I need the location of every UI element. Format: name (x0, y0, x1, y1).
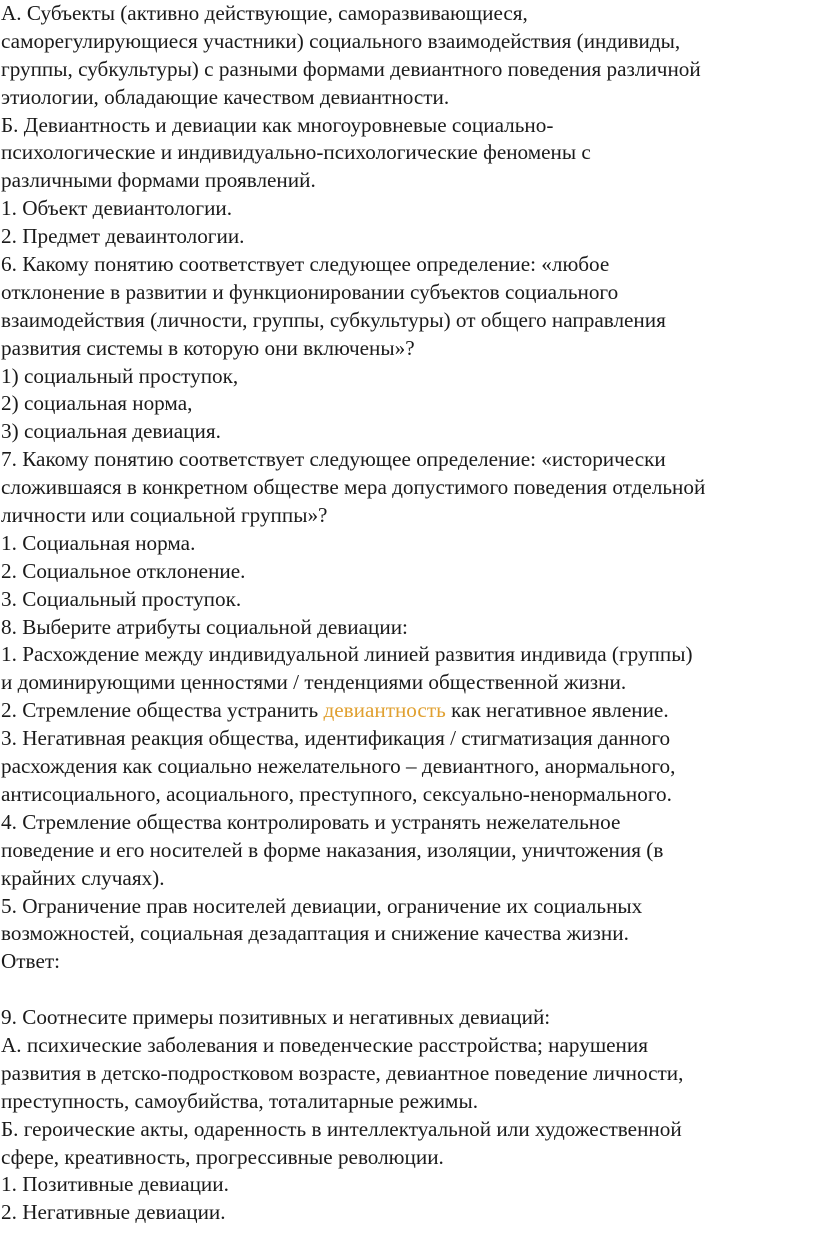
text-line: 2. Предмет деваинтологии. (1, 224, 245, 249)
blank-line (1, 976, 816, 1004)
answer-option: 2. Социальное отклонение. (1, 558, 246, 583)
text-line: развития в детско-подростковом возрасте, девиантное поведение личности, (1, 1060, 684, 1085)
question-8: 8. Выберите атрибуты социальной девиации: (1, 614, 408, 639)
text-line: возможностей, социальная дезадаптация и снижение качества жизни. (1, 921, 629, 946)
text-line: этиологии, обладающие качеством девиантности. (1, 84, 450, 109)
text-line: Б. героические акты, одаренность в интеллектуальной или художественной (1, 1116, 682, 1141)
text-line: антисоциального, асоциального, преступного, сексуально-ненормального. (1, 781, 672, 806)
answer-option: 3) социальная девиация. (1, 419, 221, 444)
answer-option: 1. Социальная норма. (1, 530, 196, 555)
answer-option: 1. Позитивные девиации. (1, 1172, 229, 1197)
answer-option: 2. Негативные девиации. (1, 1200, 226, 1225)
text-line: Б. Девиантность и девиации как многоуровневые социально- (1, 112, 554, 137)
text-line: психологические и индивидуально-психологические феномены с (1, 140, 591, 165)
text-line: расхождения как социально нежелательного – девиантного, анормального, (1, 754, 676, 779)
text-line: поведение и его носителей в форме наказания, изоляции, уничтожения (в (1, 837, 664, 862)
text-line: личности или социальной группы»? (1, 503, 328, 528)
text-line: А. психические заболевания и поведенческие расстройства; нарушения (1, 1032, 648, 1057)
text-line: преступность, самоубийства, тоталитарные режимы. (1, 1088, 478, 1113)
text-line: А. Субъекты (активно действующие, саморазвивающиеся, (1, 1, 528, 25)
link-suffix: как негативное явление. (445, 698, 669, 723)
text-line: 3. Негативная реакция общества, идентификация / стигматизация данного (1, 726, 671, 751)
question-6: 6. Какому понятию соответствует следующее определение: «любое (1, 252, 610, 277)
question-7: 7. Какому понятию соответствует следующее определение: «исторически (1, 447, 666, 472)
answer-option: 1) социальный проступок, (1, 363, 239, 388)
text-line: 1. Расхождение между индивидуальной линией развития индивида (группы) (1, 642, 693, 667)
text-line: отклонение в развитии и функционировании субъектов социального (1, 279, 619, 304)
text-line: развития системы в которую они включены»? (1, 335, 415, 360)
text-line: различными формами проявлений. (1, 168, 316, 193)
deviance-link[interactable]: девиантность (323, 698, 446, 723)
text-line: саморегулирующиеся участники) социального взаимодействия (индивиды, (1, 28, 681, 53)
text-line: группы, субкультуры) с разными формами девиантного поведения различной (1, 56, 701, 81)
text-line-with-link (1, 697, 816, 725)
answer-option: 3. Социальный проступок. (1, 586, 242, 611)
answer-label: Ответ: (1, 949, 60, 974)
answer-option: 2) социальная норма, (1, 391, 193, 416)
text-line: взаимодействия (личности, группы, субкультуры) от общего направления (1, 307, 666, 332)
link-prefix: 2. Стремление общества устранить (1, 698, 324, 723)
text-line: крайних случаях). (1, 865, 165, 890)
text-line: 4. Стремление общества контролировать и устранять нежелательное (1, 809, 621, 834)
text-line: сложившаяся в конкретном обществе мера допустимого поведения отдельной (1, 475, 706, 500)
text-line: сфере, креативность, прогрессивные революции. (1, 1144, 444, 1169)
text-line: 1. Объект девиантологии. (1, 196, 233, 221)
question-9: 9. Соотнесите примеры позитивных и негативных девиаций: (1, 1005, 551, 1030)
text-line: и доминирующими ценностями / тенденциями общественной жизни. (1, 670, 627, 695)
text-line: 5. Ограничение прав носителей девиации, ограничение их социальных (1, 893, 643, 918)
